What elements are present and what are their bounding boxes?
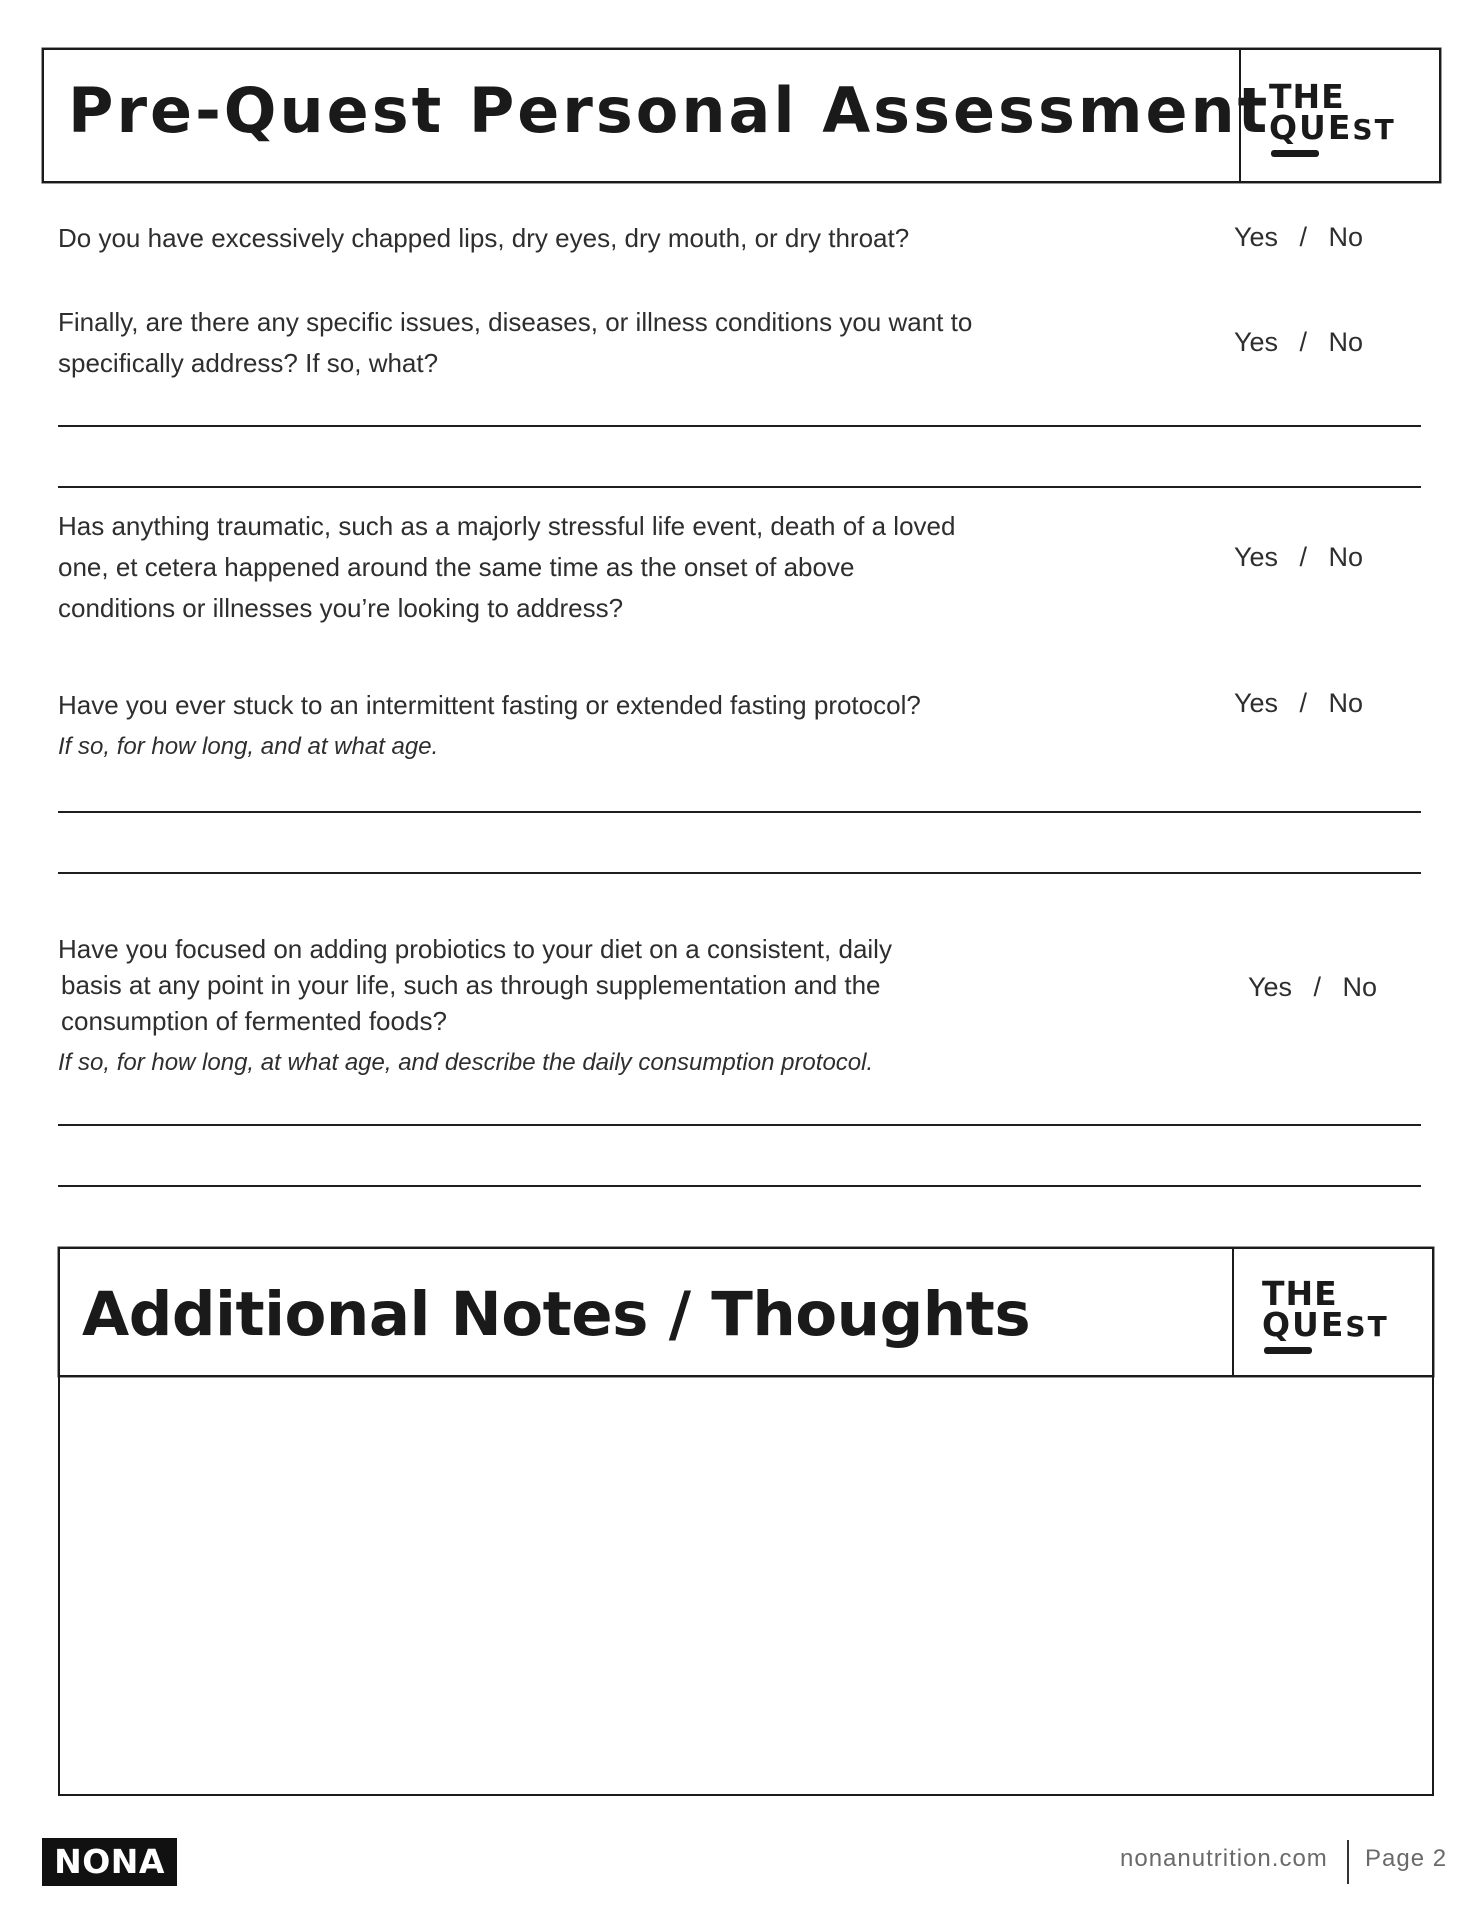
notes-title: Additional Notes / Thoughts	[82, 1279, 1031, 1350]
answer-line[interactable]	[58, 1185, 1421, 1187]
yes-no-option-2[interactable]: Yes / No	[1234, 327, 1364, 357]
footer-url[interactable]: nonanutrition.com	[1120, 1845, 1328, 1872]
logo-cell	[1232, 1249, 1432, 1375]
footer-divider	[1347, 1840, 1349, 1884]
question-5-note: If so, for how long, at what age, and describe the daily consumption protocol.	[58, 1049, 874, 1076]
question-4: Have you ever stuck to an intermittent fasting or extended fasting protocol? If so, for how long, and at what age.	[58, 685, 921, 767]
logo-underline	[1271, 150, 1319, 157]
question-2: Finally, are there any specific issues, diseases, or illness conditions you want to specifically address? If so, what?	[58, 307, 973, 378]
question-3: Has anything traumatic, such as a majorly stressful life event, death of a loved one, et cetera happened around the same time as the onset of above conditions or illnesses you’re looking to address?	[58, 511, 956, 623]
logo-cell	[1239, 50, 1439, 181]
notes-header	[58, 1247, 1434, 1377]
yes-no-option-1[interactable]: Yes / No	[1234, 222, 1364, 252]
answer-line[interactable]	[58, 486, 1421, 488]
answer-line[interactable]	[58, 872, 1421, 874]
notes-text-area[interactable]	[58, 1376, 1434, 1796]
page-header	[42, 48, 1441, 183]
logo-underline	[1264, 1347, 1312, 1354]
answer-line[interactable]	[58, 1124, 1421, 1126]
the-quest-logo: THE QUEST	[1262, 1277, 1389, 1354]
page-number: Page 2	[1365, 1845, 1448, 1872]
question-5: Have you focused on adding probiotics to your diet on a consistent, daily basis at any point in your life, such as through supplementation and the consumption of fermented foods? If so, for how long, at what age, and describe the daily consumption protocol.	[58, 931, 892, 1081]
question-1: Do you have excessively chapped lips, dry eyes, dry mouth, or dry throat?	[58, 223, 910, 253]
nona-logo: NONA	[42, 1838, 177, 1886]
answer-line[interactable]	[58, 425, 1421, 427]
yes-no-option-3[interactable]: Yes / No	[1234, 542, 1364, 572]
question-4-note: If so, for how long, and at what age.	[58, 733, 439, 760]
answer-line[interactable]	[58, 811, 1421, 813]
the-quest-logo: THE QUEST	[1269, 80, 1396, 157]
page-title: Pre-Quest Personal Assessment	[68, 74, 1271, 147]
yes-no-option-5[interactable]: Yes / No	[1248, 972, 1378, 1002]
yes-no-option-4[interactable]: Yes / No	[1234, 688, 1364, 718]
